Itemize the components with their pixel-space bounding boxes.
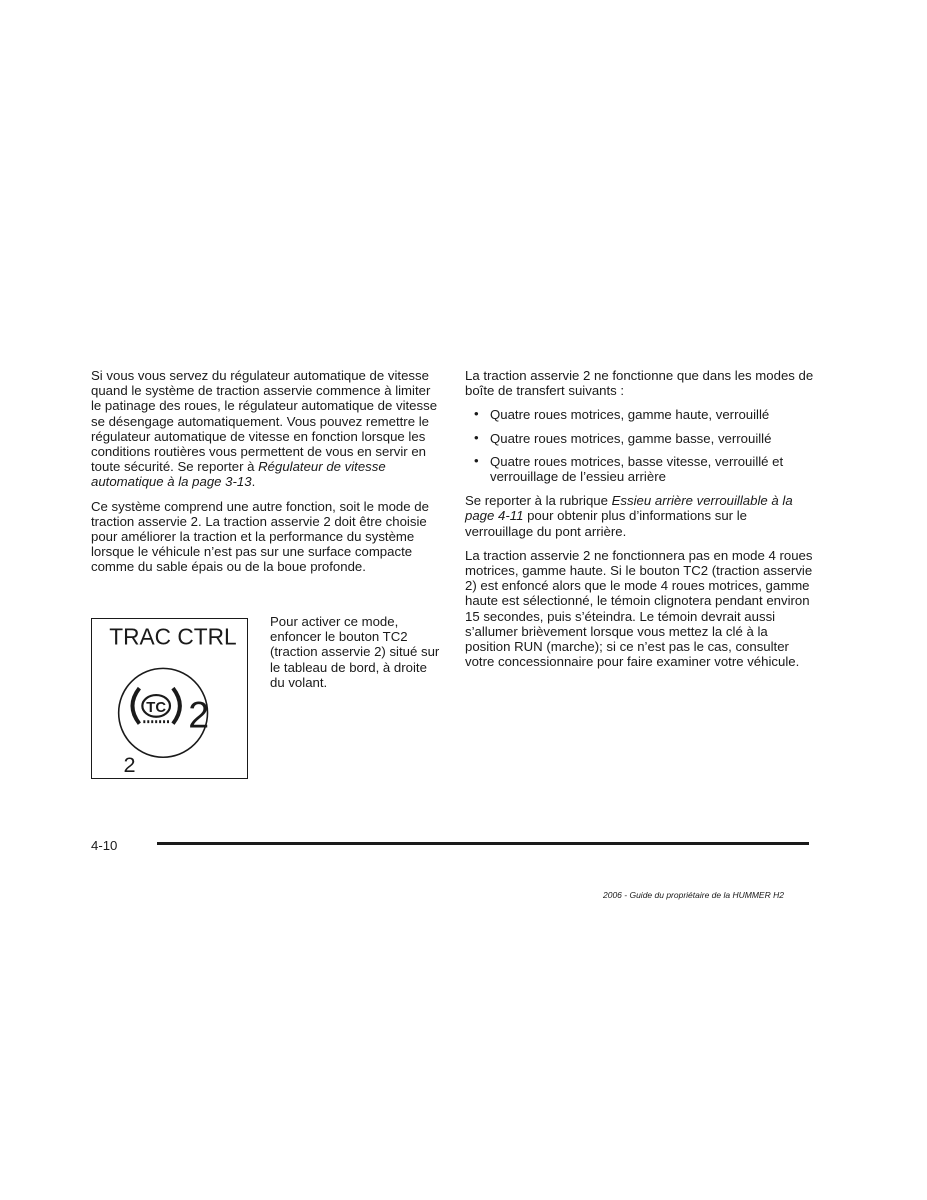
left-column: [91, 368, 441, 584]
list-item: [465, 407, 815, 422]
list-item-text: Quatre roues motrices, basse vitesse, verrouillé et verrouillage de l’essieu arrière: [490, 453, 784, 485]
list-item: [465, 454, 815, 484]
list-item-text: Quatre roues motrices, gamme haute, verrouillé: [490, 407, 770, 423]
right-column: [465, 368, 815, 678]
trac-ctrl-icon: [92, 619, 247, 778]
figure-corner-number: 2: [123, 752, 136, 778]
bullet-icon: •: [474, 406, 479, 422]
traction-right-arc: [173, 688, 180, 724]
bullet-icon: •: [474, 452, 479, 468]
cross-reference-link[interactable]: Essieu arrière verrouillable à la page 4-11: [465, 493, 793, 524]
footer-text: 2006 - Guide du propriétaire de la HUMMER H2: [603, 890, 784, 900]
paragraph-text: Se reporter à la rubrique: [465, 493, 612, 509]
page-number: 4-10: [91, 838, 118, 853]
mode-list: [465, 407, 815, 484]
paragraph-tc2-mode: Ce système comprend une autre fonction, soit le mode de traction asservie 2. La traction asservie 2 doit être choisie pour améliorer la traction et la performance du système lorsque le véhicule n’est pas sur une surface compacte comme du sable épais ou de la boue profonde.: [91, 498, 429, 575]
paragraph-end: .: [251, 474, 256, 490]
paragraph-text: pour obtenir plus d’informations sur le verrouillage du pont arrière.: [465, 508, 747, 539]
figure-caption: Pour activer ce mode, enfoncer le bouton TC2 (traction asservie 2) situé sur le tableau de bord, à droite du volant.: [270, 614, 440, 690]
trac-ctrl-label: TRAC CTRL: [109, 623, 237, 650]
list-item: [465, 431, 815, 446]
cross-reference-link[interactable]: Régulateur de vitesse automatique à la page 3-13: [91, 459, 386, 490]
trac-ctrl-button-illustration: [91, 618, 248, 779]
paragraph-axle-reference: [465, 493, 815, 539]
button-number: 2: [188, 693, 210, 736]
paragraph-transfer-modes: La traction asservie 2 ne fonctionne que dans les modes de boîte de transfert suivants :: [465, 368, 814, 399]
paragraph-cruise-control: [91, 368, 441, 490]
traction-left-arc: [132, 688, 139, 724]
bullet-icon: •: [474, 429, 479, 445]
tc-label: TC: [146, 699, 167, 716]
paragraph-indicator-light: La traction asservie 2 ne fonctionnera pas en mode 4 roues motrices, gamme haute. Si le bouton TC2 (traction asservie 2) est enfoncé alors que le mode 4 roues motrices, gamme haute est sélectionné, le témoin clignotera pendant environ 15 secondes, puis s’éteindra. Le témoin devrait aussi s’allumer brièvement lorsque vous mettez la clé à la position RUN (marche); si ce n’est pas le cas, consulter votre concessionnaire pour faire examiner votre véhicule.: [465, 547, 813, 670]
paragraph-text: Si vous vous servez du régulateur automatique de vitesse quand le système de traction asservie commence à limiter le patinage des roues, le régulateur automatique de vitesse se désengage automatiquement. Vous pouvez remettre le régulateur automatique de vitesse en fonction lorsque les conditions routières vous permettent de vous en servir en toute sécurité. Se reporter à: [91, 368, 438, 475]
list-item-text: Quatre roues motrices, gamme basse, verrouillé: [490, 430, 772, 446]
footer-divider: [157, 842, 809, 845]
